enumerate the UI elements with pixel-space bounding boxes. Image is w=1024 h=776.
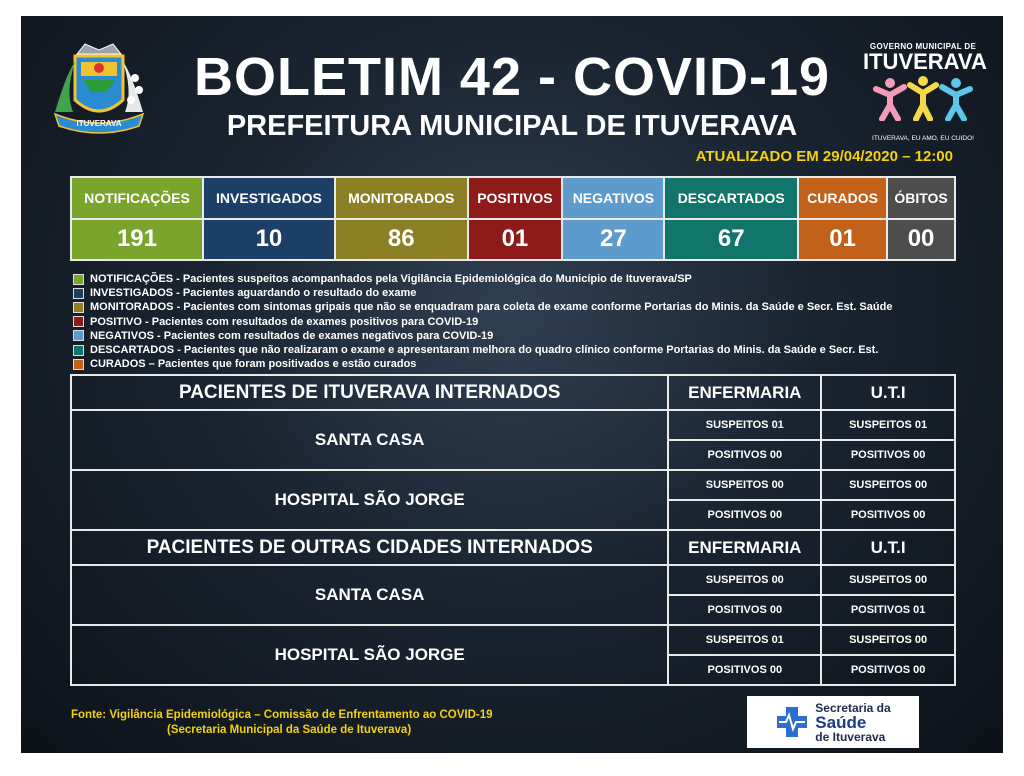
hospital-name: HOSPITAL SÃO JORGE — [71, 470, 668, 530]
source-note — [71, 708, 493, 738]
stat-label: DESCARTADOS — [664, 177, 798, 219]
legend-text: POSITIVO - Pacientes com resultados de exames positivos para COVID-19 — [90, 315, 479, 328]
legend-swatch — [73, 359, 84, 370]
legend-item — [73, 315, 973, 329]
uti-positivos: POSITIVOS 00 — [821, 440, 955, 470]
legend-text: MONITORADOS - Pacientes com sintomas gripais que não se enquadram para coleta de exame conforme Portarias do Minis. da Saúde e Secr. Est. Saúde — [90, 301, 893, 314]
col-enfermaria: ENFERMARIA — [668, 375, 821, 410]
bulletin-board — [21, 16, 1003, 753]
legend-swatch — [73, 274, 84, 285]
crest-banner: ITUVERAVA — [76, 119, 122, 128]
enf-positivos: POSITIVOS 00 — [668, 595, 821, 625]
legend — [73, 272, 973, 371]
col-enfermaria: ENFERMARIA — [668, 530, 821, 565]
enf-suspeitos: SUSPEITOS 00 — [668, 470, 821, 500]
legend-item — [73, 286, 973, 300]
enf-positivos: POSITIVOS 00 — [668, 500, 821, 530]
legend-text: INVESTIGADOS - Pacientes aguardando o resultado do exame — [90, 287, 417, 300]
uti-suspeitos: SUSPEITOS 00 — [821, 625, 955, 655]
hospitalized-table — [70, 374, 956, 686]
stat-label: CURADOS — [798, 177, 887, 219]
stat-label: INVESTIGADOS — [203, 177, 335, 219]
stat-value: 27 — [562, 219, 664, 261]
legend-swatch — [73, 302, 84, 313]
bulletin-subtitle: PREFEITURA MUNICIPAL DE ITUVERAVA — [226, 110, 798, 142]
legend-swatch — [73, 288, 84, 299]
uti-suspeitos: SUSPEITOS 01 — [821, 410, 955, 440]
legend-text: CURADOS – Pacientes que foram positivados e estão curados — [90, 358, 417, 371]
uti-positivos: POSITIVOS 00 — [821, 655, 955, 685]
bulletin-title: BOLETIM 42 - COVID-19 — [193, 47, 831, 107]
section-title: PACIENTES DE ITUVERAVA INTERNADOS — [71, 375, 668, 410]
enf-suspeitos: SUSPEITOS 01 — [668, 410, 821, 440]
legend-swatch — [73, 330, 84, 341]
stat-label: MONITORADOS — [335, 177, 468, 219]
health-cross-icon — [775, 705, 809, 739]
enf-suspeitos: SUSPEITOS 00 — [668, 565, 821, 595]
legend-text: NEGATIVOS - Pacientes com resultados de exames negativos para COVID-19 — [90, 329, 494, 342]
enf-positivos: POSITIVOS 00 — [668, 440, 821, 470]
stat-value: 191 — [71, 219, 203, 261]
people-figures-icon — [868, 75, 978, 121]
brand-gov-text: GOVERNO MUNICIPAL DE — [869, 42, 977, 51]
municipal-brand-logo — [863, 42, 987, 142]
legend-item — [73, 343, 973, 357]
hospital-name: SANTA CASA — [71, 565, 668, 625]
stat-value: 01 — [468, 219, 563, 261]
stat-label: ÓBITOS — [887, 177, 955, 219]
logo-line-1: Secretaria da — [815, 700, 891, 715]
source-line-2: (Secretaria Municipal da Saúde de Ituverava) — [167, 724, 412, 736]
health-secretariat-logo — [747, 696, 919, 748]
uti-positivos: POSITIVOS 00 — [821, 500, 955, 530]
stat-value: 86 — [335, 219, 468, 261]
stat-label: NOTIFICAÇÕES — [71, 177, 203, 219]
uti-positivos: POSITIVOS 01 — [821, 595, 955, 625]
enf-suspeitos: SUSPEITOS 01 — [668, 625, 821, 655]
col-uti: U.T.I — [821, 530, 955, 565]
source-line-1: Fonte: Vigilância Epidemiológica – Comissão de Enfrentamento ao COVID-19 — [71, 709, 493, 721]
brand-slogan: ITUVERAVA, EU AMO, EU CUIDO! — [872, 135, 974, 142]
stat-label: POSITIVOS — [468, 177, 563, 219]
stat-label: NEGATIVOS — [562, 177, 664, 219]
enf-positivos: POSITIVOS 00 — [668, 655, 821, 685]
stat-value: 00 — [887, 219, 955, 261]
hospital-name: HOSPITAL SÃO JORGE — [71, 625, 668, 685]
legend-swatch — [73, 316, 84, 327]
legend-item — [73, 357, 973, 371]
updated-timestamp: ATUALIZADO EM 29/04/2020 – 12:00 — [695, 148, 953, 165]
stat-value: 67 — [664, 219, 798, 261]
logo-line-2: Saúde — [815, 712, 867, 732]
uti-suspeitos: SUSPEITOS 00 — [821, 470, 955, 500]
legend-item — [73, 329, 973, 343]
col-uti: U.T.I — [821, 375, 955, 410]
legend-item — [73, 300, 973, 314]
stat-value: 01 — [798, 219, 887, 261]
logo-line-3: de Ituverava — [815, 729, 886, 744]
stat-value: 10 — [203, 219, 335, 261]
legend-swatch — [73, 345, 84, 356]
hospital-name: SANTA CASA — [71, 410, 668, 470]
legend-text: NOTIFICAÇÕES - Pacientes suspeitos acompanhados pela Vigilância Epidemiológica do Município de Ituverava/SP — [90, 273, 692, 286]
legend-item — [73, 272, 973, 286]
stats-table — [70, 176, 956, 261]
section-title: PACIENTES DE OUTRAS CIDADES INTERNADOS — [71, 530, 668, 565]
brand-name-text: ITUVERAVA — [863, 49, 987, 74]
uti-suspeitos: SUSPEITOS 00 — [821, 565, 955, 595]
legend-text: DESCARTADOS - Pacientes que não realizaram o exame e apresentaram melhora do quadro clínico conforme Portarias do Minis. da Saúde e Secr. Est. — [90, 344, 879, 357]
